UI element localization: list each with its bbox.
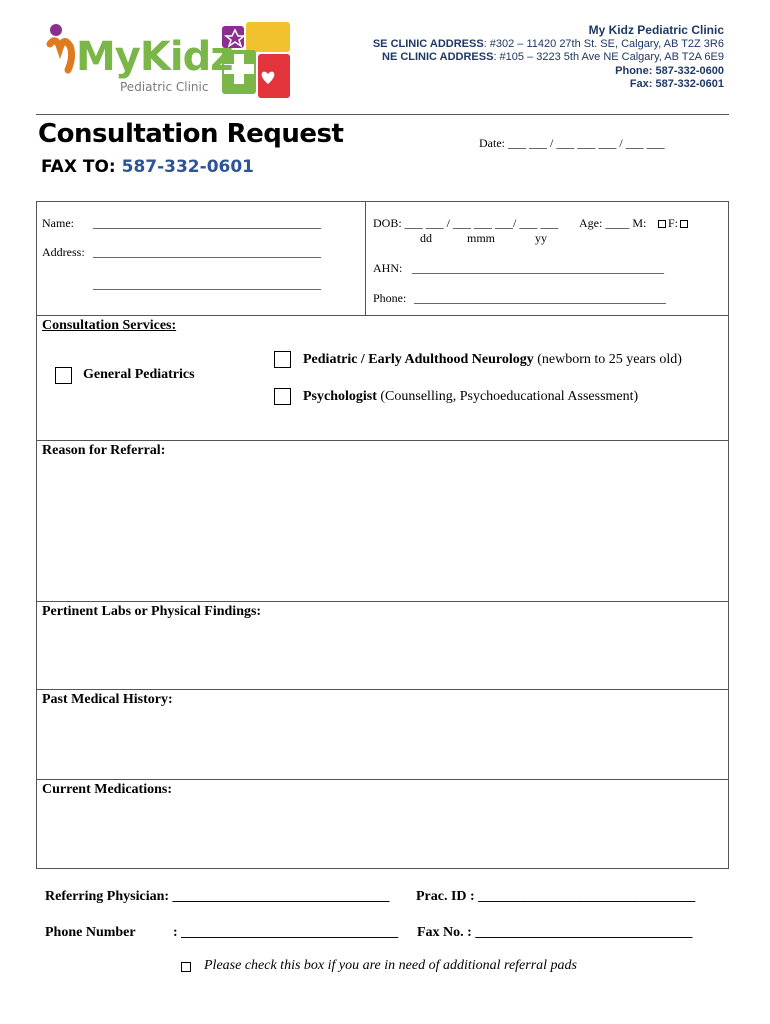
- logo-brand: MyKidz: [76, 34, 233, 80]
- referring-physician-field[interactable]: Referring Physician: _______________________________: [45, 889, 390, 904]
- referral-pads-checkbox[interactable]: [181, 962, 191, 972]
- reason-textarea[interactable]: [40, 462, 725, 598]
- phone-field[interactable]: __________________________________________: [414, 291, 666, 305]
- dob-yy-hint: yy: [535, 231, 547, 245]
- address-field[interactable]: ______________________________________: [93, 245, 321, 259]
- phone-label: Phone:: [373, 291, 407, 305]
- medications-textarea[interactable]: [40, 800, 725, 866]
- ne-address: [373, 51, 724, 65]
- ne-address-value: : #105 – 3223 5th Ave NE Calgary, AB T2A 6E9: [493, 51, 724, 63]
- se-address: [373, 38, 724, 52]
- medications-heading: Current Medications:: [42, 782, 172, 797]
- dob-dd-hint: dd: [420, 231, 432, 245]
- female-checkbox[interactable]: [680, 220, 688, 228]
- clinic-phone: Phone: 587-332-0600: [615, 64, 724, 77]
- neurology-label: [303, 352, 682, 368]
- date-field[interactable]: Date: ___ ___ / ___ ___ ___ / ___ ___: [479, 136, 665, 150]
- history-heading: Past Medical History:: [42, 692, 173, 707]
- labs-textarea[interactable]: [40, 622, 725, 686]
- physician-phone-field[interactable]: : _______________________________: [173, 925, 399, 940]
- reason-heading: Reason for Referral:: [42, 443, 166, 458]
- dob-mmm-hint: mmm: [467, 231, 496, 245]
- form-title: Consultation Request: [38, 119, 344, 149]
- age-field[interactable]: Age: ____ M:: [579, 216, 647, 230]
- ne-address-label: NE CLINIC ADDRESS: [382, 51, 494, 63]
- se-address-label: SE CLINIC ADDRESS: [372, 37, 484, 50]
- address-label: Address:: [42, 245, 85, 259]
- male-checkbox[interactable]: [658, 220, 666, 228]
- dob-field[interactable]: DOB: ___ ___ / ___ ___ ___/ ___ ___: [373, 216, 559, 230]
- phone-number-label: Phone Number: [45, 925, 136, 940]
- name-label: Name:: [42, 216, 74, 230]
- name-field[interactable]: ______________________________________: [93, 216, 321, 230]
- clinic-fax: Fax: 587-332-0601: [629, 78, 724, 90]
- psychologist-title: Psychologist: [303, 389, 377, 404]
- psychologist-label: [303, 389, 638, 405]
- neurology-note: (newborn to 25 years old): [533, 352, 682, 367]
- logo-subtitle: Pediatric Clinic: [120, 80, 209, 94]
- clinic-name: My Kidz Pediatric Clinic: [588, 23, 724, 37]
- fax-no-field[interactable]: Fax No. : _______________________________: [417, 925, 693, 940]
- fax-to-number: 587-332-0601: [121, 157, 255, 177]
- general-pediatrics-label: General Pediatrics: [83, 367, 195, 382]
- fax-to-label: FAX TO:: [41, 157, 122, 177]
- psychologist-note: (Counselling, Psychoeducational Assessment): [376, 389, 639, 404]
- divider-reason: [36, 440, 729, 441]
- prac-id-field[interactable]: Prac. ID : _______________________________: [416, 889, 696, 904]
- ahn-label: AHN:: [373, 261, 403, 275]
- header-divider: [36, 114, 729, 115]
- services-heading: Consultation Services:: [42, 318, 177, 333]
- clinic-logo: [42, 20, 292, 102]
- address-field-line2[interactable]: ______________________________________: [93, 277, 321, 291]
- history-textarea[interactable]: [40, 710, 725, 776]
- female-label: F:: [668, 216, 679, 230]
- divider-medications: [36, 779, 729, 780]
- psychologist-checkbox[interactable]: [274, 388, 291, 405]
- patient-box-divider: [365, 201, 366, 315]
- neurology-title: Pediatric / Early Adulthood Neurology: [303, 352, 534, 367]
- general-pediatrics-checkbox[interactable]: [55, 367, 72, 384]
- divider-labs: [36, 601, 729, 602]
- fax-to: [41, 157, 254, 177]
- neurology-checkbox[interactable]: [274, 351, 291, 368]
- ahn-field[interactable]: __________________________________________: [412, 261, 664, 275]
- labs-heading: Pertinent Labs or Physical Findings:: [42, 604, 262, 619]
- se-address-value: : #302 – 11420 27th St. SE, Calgary, AB T2Z 3R6: [483, 37, 724, 50]
- clinic-contact-block: [373, 24, 724, 92]
- divider-history: [36, 689, 729, 690]
- referral-pads-note: Please check this box if you are in need of additional referral pads: [204, 958, 577, 973]
